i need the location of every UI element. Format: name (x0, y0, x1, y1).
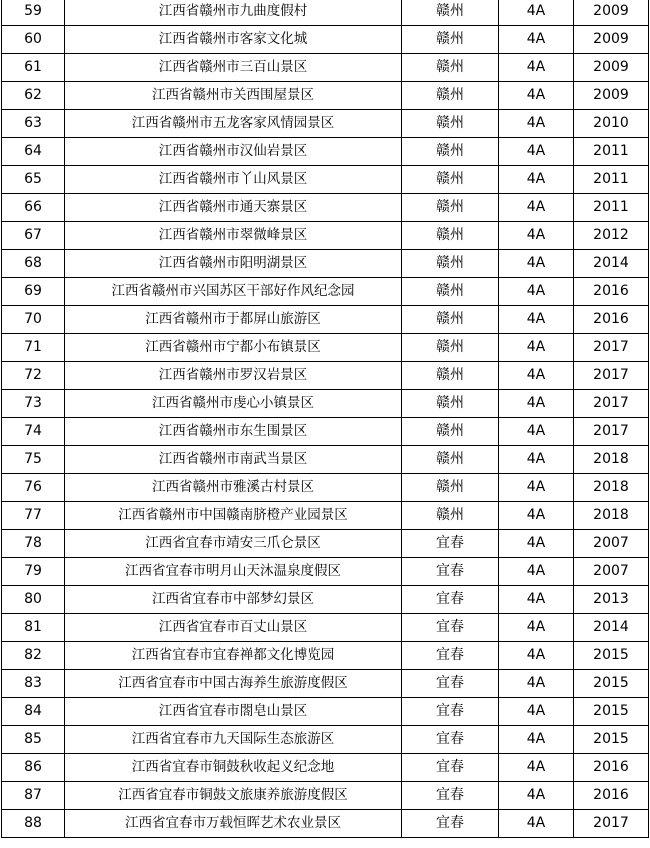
table-row (2, 642, 649, 670)
grade-cell: 4A (499, 306, 574, 334)
city-cell: 赣州 (402, 362, 499, 390)
grade-cell: 4A (499, 642, 574, 670)
row-number-cell: 62 (2, 82, 65, 110)
scenic-name-cell: 江西省宜春市靖安三爪仑景区 (65, 530, 402, 558)
row-number-cell: 71 (2, 334, 65, 362)
scenic-name-cell: 江西省宜春市万载恒晖艺术农业景区 (65, 810, 402, 838)
city-cell: 赣州 (402, 278, 499, 306)
city-cell: 赣州 (402, 0, 499, 26)
scenic-name-cell: 江西省赣州市兴国苏区干部好作风纪念园 (65, 278, 402, 306)
row-number-cell: 69 (2, 278, 65, 306)
city-cell: 宜春 (402, 670, 499, 698)
year-cell: 2018 (574, 502, 649, 530)
row-number-cell: 59 (2, 0, 65, 26)
year-cell: 2015 (574, 642, 649, 670)
year-cell: 2012 (574, 222, 649, 250)
table-row (2, 166, 649, 194)
year-cell: 2009 (574, 26, 649, 54)
year-cell: 2015 (574, 670, 649, 698)
row-number-cell: 68 (2, 250, 65, 278)
row-number-cell: 85 (2, 726, 65, 754)
year-cell: 2011 (574, 194, 649, 222)
city-cell: 宜春 (402, 642, 499, 670)
grade-cell: 4A (499, 558, 574, 586)
year-cell: 2013 (574, 586, 649, 614)
row-number-cell: 81 (2, 614, 65, 642)
row-number-cell: 78 (2, 530, 65, 558)
city-cell: 赣州 (402, 194, 499, 222)
table-row (2, 782, 649, 810)
grade-cell: 4A (499, 362, 574, 390)
scenic-name-cell: 江西省宜春市铜鼓秋收起义纪念地 (65, 754, 402, 782)
scenic-area-table (1, 0, 649, 838)
city-cell: 赣州 (402, 222, 499, 250)
table-row (2, 558, 649, 586)
city-cell: 宜春 (402, 558, 499, 586)
city-cell: 赣州 (402, 82, 499, 110)
year-cell: 2017 (574, 418, 649, 446)
year-cell: 2014 (574, 614, 649, 642)
city-cell: 宜春 (402, 754, 499, 782)
grade-cell: 4A (499, 138, 574, 166)
city-cell: 宜春 (402, 614, 499, 642)
row-number-cell: 82 (2, 642, 65, 670)
year-cell: 2011 (574, 138, 649, 166)
table-row (2, 54, 649, 82)
table-row (2, 194, 649, 222)
year-cell: 2016 (574, 306, 649, 334)
scenic-name-cell: 江西省宜春市明月山天沐温泉度假区 (65, 558, 402, 586)
table-row (2, 446, 649, 474)
scenic-name-cell: 江西省赣州市通天寨景区 (65, 194, 402, 222)
city-cell: 赣州 (402, 502, 499, 530)
scenic-name-cell: 江西省赣州市虔心小镇景区 (65, 390, 402, 418)
year-cell: 2011 (574, 166, 649, 194)
grade-cell: 4A (499, 26, 574, 54)
table-row (2, 698, 649, 726)
row-number-cell: 65 (2, 166, 65, 194)
table-row (2, 306, 649, 334)
row-number-cell: 70 (2, 306, 65, 334)
grade-cell: 4A (499, 698, 574, 726)
table-row (2, 810, 649, 838)
row-number-cell: 67 (2, 222, 65, 250)
grade-cell: 4A (499, 446, 574, 474)
row-number-cell: 72 (2, 362, 65, 390)
city-cell: 赣州 (402, 250, 499, 278)
table-row (2, 418, 649, 446)
grade-cell: 4A (499, 418, 574, 446)
city-cell: 赣州 (402, 474, 499, 502)
grade-cell: 4A (499, 194, 574, 222)
scenic-name-cell: 江西省赣州市于都屏山旅游区 (65, 306, 402, 334)
year-cell: 2017 (574, 390, 649, 418)
scenic-name-cell: 江西省赣州市九曲度假村 (65, 0, 402, 26)
row-number-cell: 76 (2, 474, 65, 502)
scenic-name-cell: 江西省宜春市中部梦幻景区 (65, 586, 402, 614)
city-cell: 宜春 (402, 810, 499, 838)
table-row (2, 530, 649, 558)
scenic-name-cell: 江西省赣州市宁都小布镇景区 (65, 334, 402, 362)
scenic-name-cell: 江西省赣州市客家文化城 (65, 26, 402, 54)
city-cell: 赣州 (402, 446, 499, 474)
grade-cell: 4A (499, 54, 574, 82)
row-number-cell: 86 (2, 754, 65, 782)
year-cell: 2016 (574, 278, 649, 306)
scenic-name-cell: 江西省赣州市东生围景区 (65, 418, 402, 446)
scenic-name-cell: 江西省宜春市中国古海养生旅游度假区 (65, 670, 402, 698)
year-cell: 2015 (574, 726, 649, 754)
scenic-name-cell: 江西省赣州市丫山风景区 (65, 166, 402, 194)
table-row (2, 586, 649, 614)
year-cell: 2015 (574, 698, 649, 726)
scenic-name-cell: 江西省赣州市雅溪古村景区 (65, 474, 402, 502)
grade-cell: 4A (499, 166, 574, 194)
year-cell: 2010 (574, 110, 649, 138)
row-number-cell: 84 (2, 698, 65, 726)
table-row (2, 222, 649, 250)
table-row (2, 614, 649, 642)
year-cell: 2017 (574, 334, 649, 362)
table-row (2, 502, 649, 530)
grade-cell: 4A (499, 670, 574, 698)
grade-cell: 4A (499, 82, 574, 110)
row-number-cell: 88 (2, 810, 65, 838)
grade-cell: 4A (499, 278, 574, 306)
table-row (2, 278, 649, 306)
row-number-cell: 60 (2, 26, 65, 54)
scenic-name-cell: 江西省赣州市五龙客家风情园景区 (65, 110, 402, 138)
city-cell: 宜春 (402, 530, 499, 558)
row-number-cell: 61 (2, 54, 65, 82)
row-number-cell: 64 (2, 138, 65, 166)
city-cell: 赣州 (402, 138, 499, 166)
grade-cell: 4A (499, 250, 574, 278)
scenic-name-cell: 江西省宜春市铜鼓文旅康养旅游度假区 (65, 782, 402, 810)
scenic-name-cell: 江西省赣州市关西围屋景区 (65, 82, 402, 110)
year-cell: 2009 (574, 82, 649, 110)
year-cell: 2016 (574, 754, 649, 782)
table-row (2, 334, 649, 362)
city-cell: 宜春 (402, 698, 499, 726)
city-cell: 宜春 (402, 726, 499, 754)
city-cell: 宜春 (402, 782, 499, 810)
row-number-cell: 77 (2, 502, 65, 530)
table-row (2, 474, 649, 502)
table-row (2, 726, 649, 754)
year-cell: 2007 (574, 558, 649, 586)
table-row (2, 82, 649, 110)
table-row (2, 670, 649, 698)
table-body (2, 0, 649, 838)
city-cell: 赣州 (402, 26, 499, 54)
grade-cell: 4A (499, 0, 574, 26)
year-cell: 2017 (574, 362, 649, 390)
grade-cell: 4A (499, 614, 574, 642)
city-cell: 宜春 (402, 586, 499, 614)
year-cell: 2018 (574, 474, 649, 502)
table-row (2, 26, 649, 54)
table-row (2, 110, 649, 138)
city-cell: 赣州 (402, 390, 499, 418)
scenic-name-cell: 江西省宜春市九天国际生态旅游区 (65, 726, 402, 754)
row-number-cell: 87 (2, 782, 65, 810)
city-cell: 赣州 (402, 334, 499, 362)
city-cell: 赣州 (402, 166, 499, 194)
grade-cell: 4A (499, 390, 574, 418)
city-cell: 赣州 (402, 418, 499, 446)
grade-cell: 4A (499, 530, 574, 558)
city-cell: 赣州 (402, 110, 499, 138)
grade-cell: 4A (499, 586, 574, 614)
grade-cell: 4A (499, 222, 574, 250)
table-row (2, 754, 649, 782)
year-cell: 2007 (574, 530, 649, 558)
scenic-name-cell: 江西省赣州市中国赣南脐橙产业园景区 (65, 502, 402, 530)
scenic-name-cell: 江西省宜春市宜春禅都文化博览园 (65, 642, 402, 670)
year-cell: 2009 (574, 54, 649, 82)
grade-cell: 4A (499, 754, 574, 782)
year-cell: 2018 (574, 446, 649, 474)
row-number-cell: 66 (2, 194, 65, 222)
grade-cell: 4A (499, 334, 574, 362)
year-cell: 2016 (574, 782, 649, 810)
scenic-name-cell: 江西省赣州市阳明湖景区 (65, 250, 402, 278)
scenic-name-cell: 江西省赣州市南武当景区 (65, 446, 402, 474)
scenic-name-cell: 江西省宜春市閤皂山景区 (65, 698, 402, 726)
scenic-name-cell: 江西省赣州市汉仙岩景区 (65, 138, 402, 166)
row-number-cell: 80 (2, 586, 65, 614)
year-cell: 2009 (574, 0, 649, 26)
grade-cell: 4A (499, 110, 574, 138)
grade-cell: 4A (499, 726, 574, 754)
year-cell: 2017 (574, 810, 649, 838)
table-row (2, 362, 649, 390)
grade-cell: 4A (499, 474, 574, 502)
grade-cell: 4A (499, 782, 574, 810)
scenic-name-cell: 江西省赣州市三百山景区 (65, 54, 402, 82)
year-cell: 2014 (574, 250, 649, 278)
table-row (2, 250, 649, 278)
row-number-cell: 79 (2, 558, 65, 586)
city-cell: 赣州 (402, 306, 499, 334)
city-cell: 赣州 (402, 54, 499, 82)
scenic-name-cell: 江西省宜春市百丈山景区 (65, 614, 402, 642)
table-row (2, 138, 649, 166)
row-number-cell: 63 (2, 110, 65, 138)
scenic-name-cell: 江西省赣州市翠微峰景区 (65, 222, 402, 250)
scenic-name-cell: 江西省赣州市罗汉岩景区 (65, 362, 402, 390)
table-row (2, 0, 649, 26)
row-number-cell: 73 (2, 390, 65, 418)
row-number-cell: 74 (2, 418, 65, 446)
row-number-cell: 83 (2, 670, 65, 698)
grade-cell: 4A (499, 502, 574, 530)
grade-cell: 4A (499, 810, 574, 838)
table-row (2, 390, 649, 418)
row-number-cell: 75 (2, 446, 65, 474)
